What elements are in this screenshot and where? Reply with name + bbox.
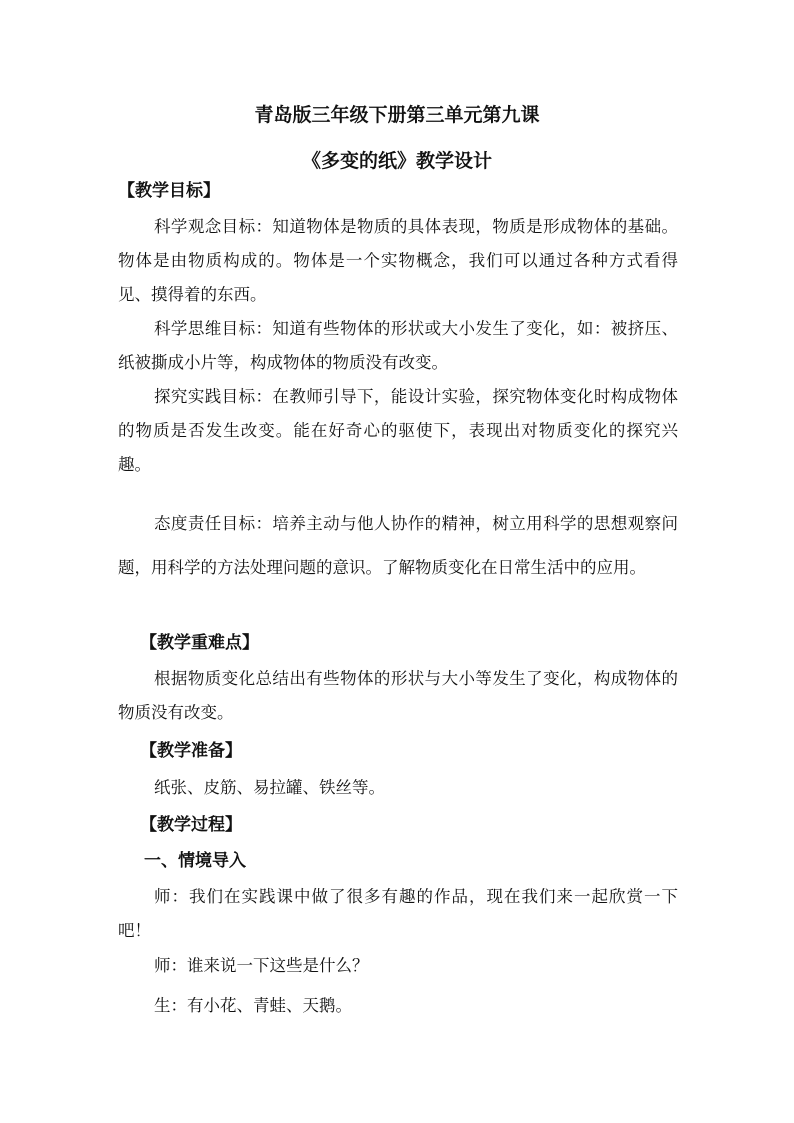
preparation-text: 纸张、皮筋、易拉罐、铁丝等。 [154, 778, 385, 797]
process-section [118, 814, 678, 836]
preparation-body [118, 776, 678, 800]
attitude-paragraph: 态度责任目标：培养主动与他人协作的精神，树立用科学的思想观察问题，用科学的方法处理问题的意识。了解物质变化在日常生活中的应用。 [118, 514, 678, 577]
dialogue-block-2 [118, 954, 678, 978]
objectives-body [118, 210, 678, 482]
attitude-body [118, 502, 678, 590]
key-points-paragraph: 根据物质变化总结出有些物体的形状与大小等发生了变化，构成物体的物质没有改变。 [118, 669, 678, 722]
objectives-heading: 【教学目标】 [118, 181, 220, 201]
key-points-body [118, 662, 678, 730]
section1 [118, 850, 678, 872]
student-line-1: 生：有小花、青蛙、天鹅。 [154, 996, 352, 1015]
section1-heading: 一、情境导入 [144, 851, 246, 871]
dialogue-block-3 [118, 994, 678, 1018]
science-concept-paragraph: 科学观念目标：知道物体是物质的具体表现，物质是形成物体的基础。物体是由物质构成的。物体是一个实物概念，我们可以通过各种方式看得见、摸得着的东西。 [118, 217, 678, 304]
key-points-section [118, 632, 678, 654]
dialogue-block [118, 880, 678, 948]
document-subtitle: 《多变的纸》教学设计 [301, 150, 492, 172]
document-title: 青岛版三年级下册第三单元第九课 [254, 104, 540, 126]
inquiry-practice-paragraph: 探究实践目标：在教师引导下，能设计实验，探究物体变化时构成物体的物质是否发生改变。能在好奇心的驱使下，表现出对物质变化的探究兴趣。 [118, 387, 678, 474]
key-points-heading: 【教学重难点】 [140, 633, 259, 653]
science-thinking-paragraph: 科学思维目标：知道有些物体的形状或大小发生了变化，如：被挤压、纸被撕成小片等，构成物体的物质没有改变。 [118, 319, 678, 372]
teacher-line-1: 师：我们在实践课中做了很多有趣的作品，现在我们来一起欣赏一下吧！ [118, 887, 678, 940]
objectives-section [118, 180, 678, 202]
preparation-section [118, 740, 678, 762]
teacher-line-2: 师：谁来说一下这些是什么？ [154, 956, 369, 975]
preparation-heading: 【教学准备】 [140, 741, 242, 761]
process-heading: 【教学过程】 [140, 815, 242, 835]
